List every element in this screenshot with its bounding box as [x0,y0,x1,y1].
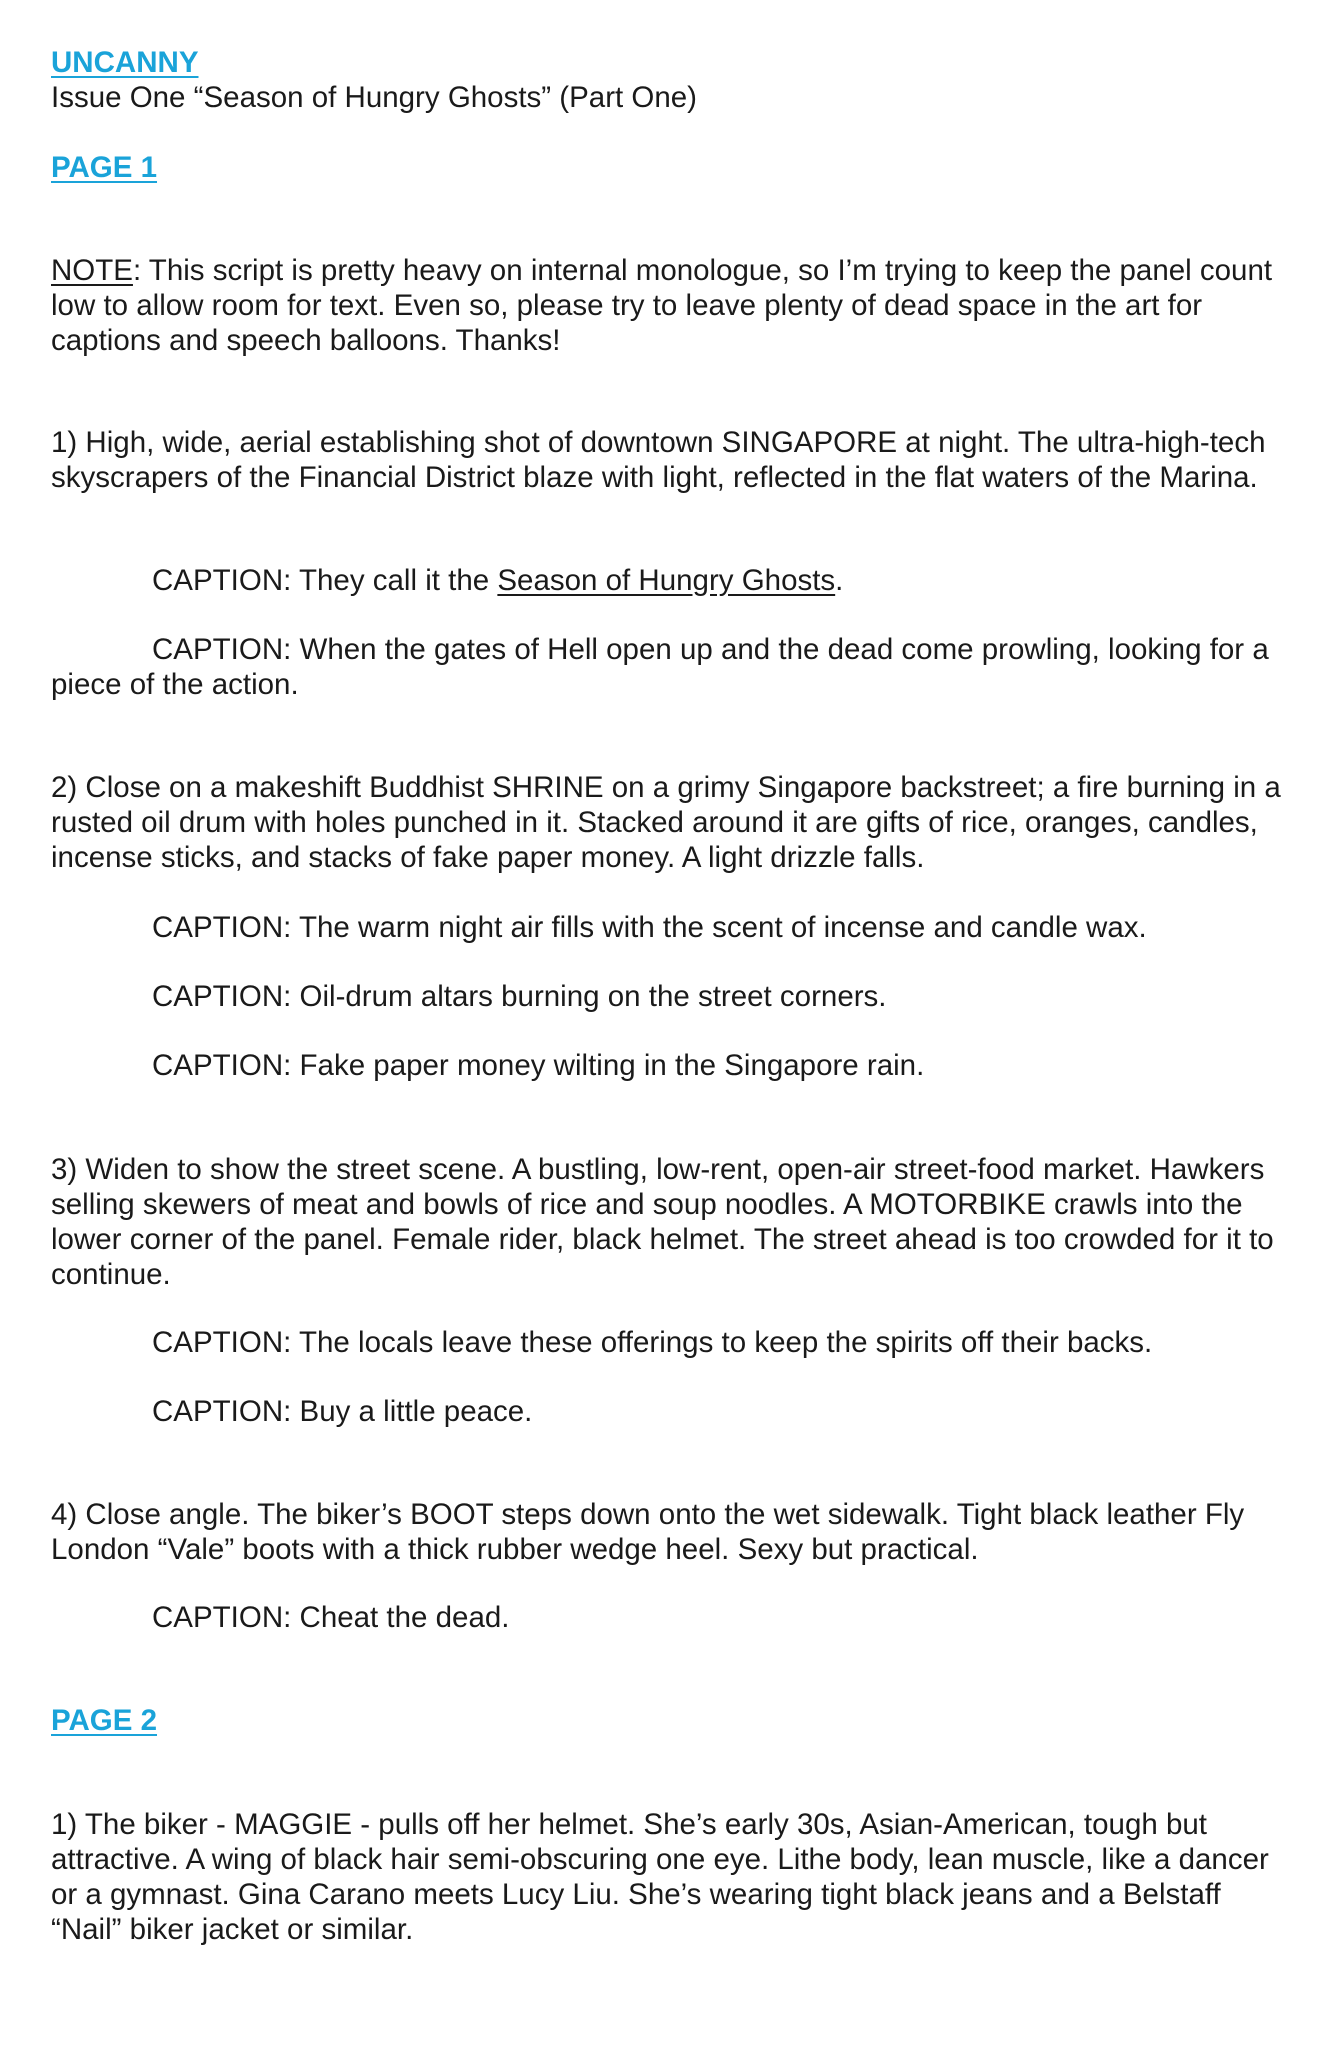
p1-panel-2-caption-2: CAPTION: Oil-drum altars burning on the street corners. [152,980,887,1013]
caption-text-end: . [835,564,844,597]
issue-subtitle: Issue One “Season of Hungry Ghosts” (Part One) [51,81,698,114]
note-text: : This script is pretty heavy on internal monologue, so I’m trying to keep the panel count low to allow room for text. Even so, please try to leave plenty of dead space in the art for captions and speech balloons. Thanks! [51,254,1273,357]
p1-panel-2-description: 2) Close on a makeshift Buddhist SHRINE on a grimy Singapore backstreet; a fire burning in a rusted oil drum with holes punched in it. Stacked around it are gifts of rice, oranges, candles, incense sticks, and stacks of fake paper money. A light drizzle falls. [51,771,1281,874]
p1-panel-4-description: 4) Close angle. The biker’s BOOT steps down onto the wet sidewalk. Tight black leather Fly London “Vale” boots with a thick rubber wedge heel. Sexy but practical. [51,1498,1245,1566]
script-title: UNCANNY [51,46,199,79]
note-paragraph [51,253,1281,358]
page-2-heading: PAGE 2 [51,1704,158,1737]
p2-panel-1-description: 1) The biker - MAGGIE - pulls off her helmet. She’s early 30s, Asian-American, tough but attractive. A wing of black hair semi-obscuring one eye. Lithe body, lean muscle, like a dancer or a gymnast. Gina Carano meets Lucy Liu. She’s wearing tight black jeans and a Belstaff “Nail” biker jacket or similar. [51,1808,1269,1946]
p1-panel-4-caption-1: CAPTION: Cheat the dead. [152,1601,510,1634]
caption-underlined-text: Season of Hungry Ghosts [497,564,836,597]
p1-panel-2-caption-3: CAPTION: Fake paper money wilting in the Singapore rain. [152,1049,925,1082]
page-1-heading: PAGE 1 [51,151,158,184]
p1-panel-3-caption-1: CAPTION: The locals leave these offerings to keep the spirits off their backs. [152,1326,1153,1359]
p1-panel-3-description: 3) Widen to show the street scene. A bustling, low-rent, open-air street-food market. Hawkers selling skewers of meat and bowls of rice and soup noodles. A MOTORBIKE crawls into the lower corner of the panel. Female rider, black helmet. The street ahead is too crowded for it to continue. [51,1153,1274,1291]
note-label: NOTE [51,254,133,287]
p1-panel-3-caption-2: CAPTION: Buy a little peace. [152,1395,533,1428]
p1-panel-1-caption-2: CAPTION: When the gates of Hell open up and the dead come prowling, looking for a piece of the action. [51,633,1269,701]
p1-panel-2-caption-1: CAPTION: The warm night air fills with the scent of incense and candle wax. [152,911,1147,944]
p1-panel-1-caption-1 [51,563,1281,598]
p1-panel-1-description: 1) High, wide, aerial establishing shot of downtown SINGAPORE at night. The ultra-high-tech skyscrapers of the Financial District blaze with light, reflected in the flat waters of the Marina. [51,426,1266,494]
caption-text: CAPTION: They call it the [152,564,498,597]
